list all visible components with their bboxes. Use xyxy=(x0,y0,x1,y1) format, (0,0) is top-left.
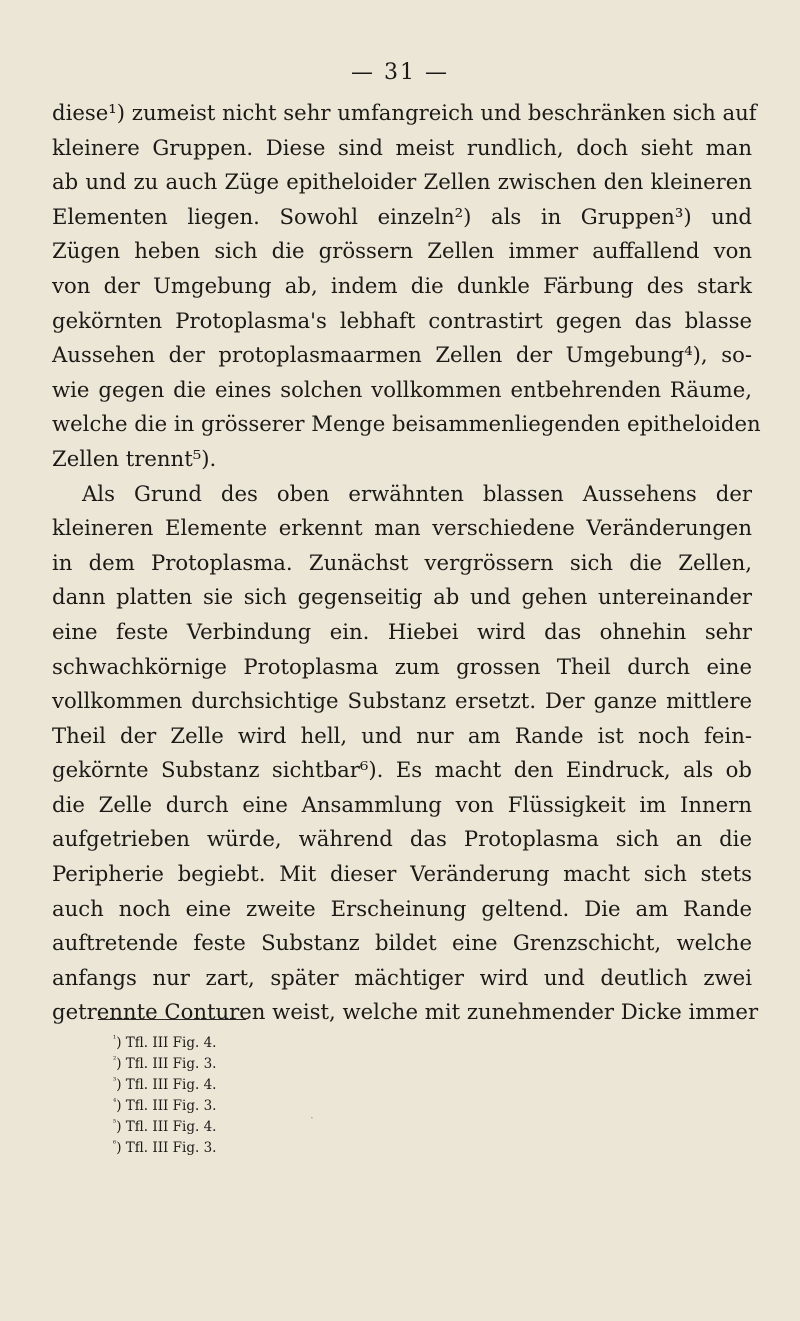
text-line: kleinere Gruppen. Diese sind meist rundlich, doch sieht man xyxy=(52,134,752,160)
footnote-text: ) Tfl. III Fig. 4. xyxy=(116,1077,217,1093)
footnote xyxy=(113,1096,216,1117)
footnote-text: ) Tfl. III Fig. 3. xyxy=(116,1056,217,1072)
footnote xyxy=(113,1075,216,1096)
text-line: auftretende feste Substanz bildet eine Grenzschicht, welche xyxy=(52,930,752,956)
footnote-text: ) Tfl. III Fig. 4. xyxy=(116,1035,217,1051)
text-line: Aussehen der protoplasmaarmen Zellen der Umgebung⁴), so- xyxy=(52,342,752,368)
text-line: ab und zu auch Züge epitheloider Zellen zwischen den kleineren xyxy=(52,169,752,195)
text-line: gekörnten Protoplasma's lebhaft contrastirt gegen das blasse xyxy=(52,307,752,333)
footnote-separator xyxy=(98,1019,246,1020)
paragraph-2 xyxy=(52,477,759,1031)
text-line: Peripherie begiebt. Mit dieser Veränderung macht sich stets xyxy=(52,861,752,887)
text-line: aufgetrieben würde, während das Protoplasma sich an die xyxy=(52,826,752,852)
text-line: wie gegen die eines solchen vollkommen entbehrenden Räume, xyxy=(52,376,752,402)
text-line: eine feste Verbindung ein. Hiebei wird das ohnehin sehr xyxy=(52,618,752,644)
text-line: Elementen liegen. Sowohl einzeln²) als in Gruppen³) und xyxy=(52,203,752,229)
footnote-text: ) Tfl. III Fig. 3. xyxy=(116,1140,217,1156)
text-line: Theil der Zelle wird hell, und nur am Rande ist noch fein- xyxy=(52,722,752,748)
footnotes xyxy=(113,1033,216,1159)
footnote-text: ) Tfl. III Fig. 3. xyxy=(116,1098,217,1114)
text-line: anfangs nur zart, später mächtiger wird und deutlich zwei xyxy=(52,964,752,990)
footnote-mark: ² xyxy=(113,1055,117,1064)
footnote-text: ) Tfl. III Fig. 4. xyxy=(116,1119,217,1135)
paragraph-1 xyxy=(52,96,761,477)
text-line: dann platten sie sich gegenseitig ab und gehen untereinander xyxy=(52,584,752,610)
body-text xyxy=(52,96,761,1030)
text-line: die Zelle durch eine Ansammlung von Flüssigkeit im Innern xyxy=(52,791,752,817)
text-line: welche die in grösserer Menge beisammenliegenden epitheloiden xyxy=(52,411,761,437)
text-line: vollkommen durchsichtige Substanz ersetzt. Der ganze mittlere xyxy=(52,688,752,714)
footnote xyxy=(113,1033,216,1054)
footnote-mark: ⁴ xyxy=(113,1097,117,1106)
footnote xyxy=(113,1138,216,1159)
page-number: — 31 — xyxy=(351,60,449,85)
text-line: in dem Protoplasma. Zunächst vergrössern sich die Zellen, xyxy=(52,549,752,575)
footnote-mark: ⁵ xyxy=(113,1118,117,1127)
footnote-mark: ¹ xyxy=(113,1034,117,1043)
text-line: getrennte Conturen weist, welche mit zunehmender Dicke immer xyxy=(52,999,759,1025)
text-line: Als Grund des oben erwähnten blassen Aussehens der xyxy=(82,480,752,506)
text-line: Zügen heben sich die grössern Zellen immer auffallend von xyxy=(52,238,752,264)
text-line: diese¹) zumeist nicht sehr umfangreich und beschränken sich auf xyxy=(52,100,757,125)
text-line: schwachkörnige Protoplasma zum grossen Theil durch eine xyxy=(52,653,752,679)
footnote xyxy=(113,1054,216,1075)
text-line: auch noch eine zweite Erscheinung geltend. Die am Rande xyxy=(52,895,752,921)
footnote xyxy=(113,1117,216,1138)
text-line: gekörnte Substanz sichtbar⁶). Es macht den Eindruck, als ob xyxy=(52,757,752,783)
text-line: Zellen trennt⁵). xyxy=(52,445,217,471)
text-line: von der Umgebung ab, indem die dunkle Färbung des stark xyxy=(52,272,752,298)
ink-speck: · xyxy=(310,1111,314,1125)
text-line: kleineren Elemente erkennt man verschiedene Veränderungen xyxy=(52,515,752,541)
footnote-mark: ³ xyxy=(113,1076,117,1085)
footnote-mark: ⁶ xyxy=(113,1139,117,1148)
